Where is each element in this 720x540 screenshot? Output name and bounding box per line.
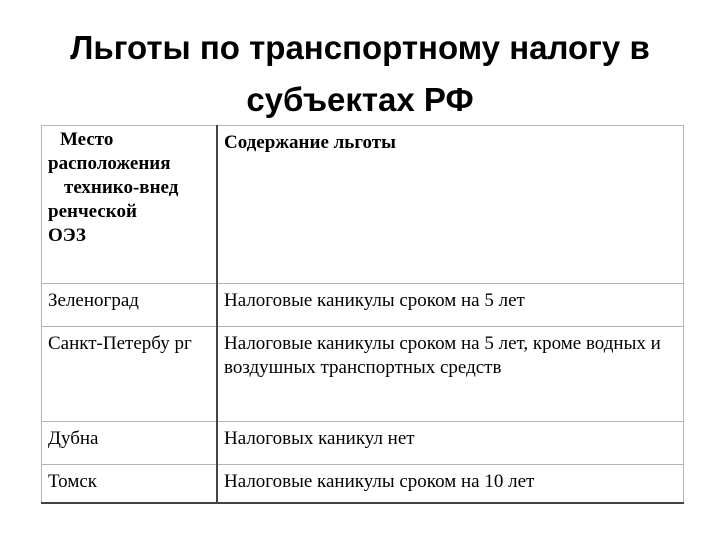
location-cell: Зеленоград bbox=[42, 284, 218, 327]
benefit-cell: Налоговые каникулы сроком на 10 лет bbox=[217, 465, 684, 504]
table-header-row bbox=[42, 126, 684, 284]
header-location-cell bbox=[42, 126, 218, 284]
slide-title bbox=[0, 22, 720, 126]
header-location-line: технико-внед bbox=[64, 177, 179, 198]
benefit-cell: Налоговых каникул нет bbox=[217, 422, 684, 465]
header-benefit-cell: Содержание льготы bbox=[217, 126, 684, 284]
header-location-line: расположения bbox=[48, 153, 171, 174]
slide-title-line-1: Льготы по транспортному налогу в bbox=[70, 29, 650, 66]
benefit-cell: Налоговые каникулы сроком на 5 лет, кроме водных и воздушных транспортных средств bbox=[217, 327, 684, 422]
slide-title-line-2: субъектах РФ bbox=[246, 81, 474, 118]
header-location-line: ОЭЗ bbox=[48, 225, 86, 246]
table-row bbox=[42, 422, 684, 465]
header-location-line: ренческой bbox=[48, 201, 137, 222]
benefit-cell: Налоговые каникулы сроком на 5 лет bbox=[217, 284, 684, 327]
table-row bbox=[42, 465, 684, 504]
table-row bbox=[42, 284, 684, 327]
table-row bbox=[42, 327, 684, 422]
location-cell: Томск bbox=[42, 465, 218, 504]
tax-benefits-table bbox=[41, 125, 684, 504]
location-cell: Дубна bbox=[42, 422, 218, 465]
header-location-line: Место bbox=[60, 129, 114, 150]
location-cell: Санкт-Петербу рг bbox=[42, 327, 218, 422]
